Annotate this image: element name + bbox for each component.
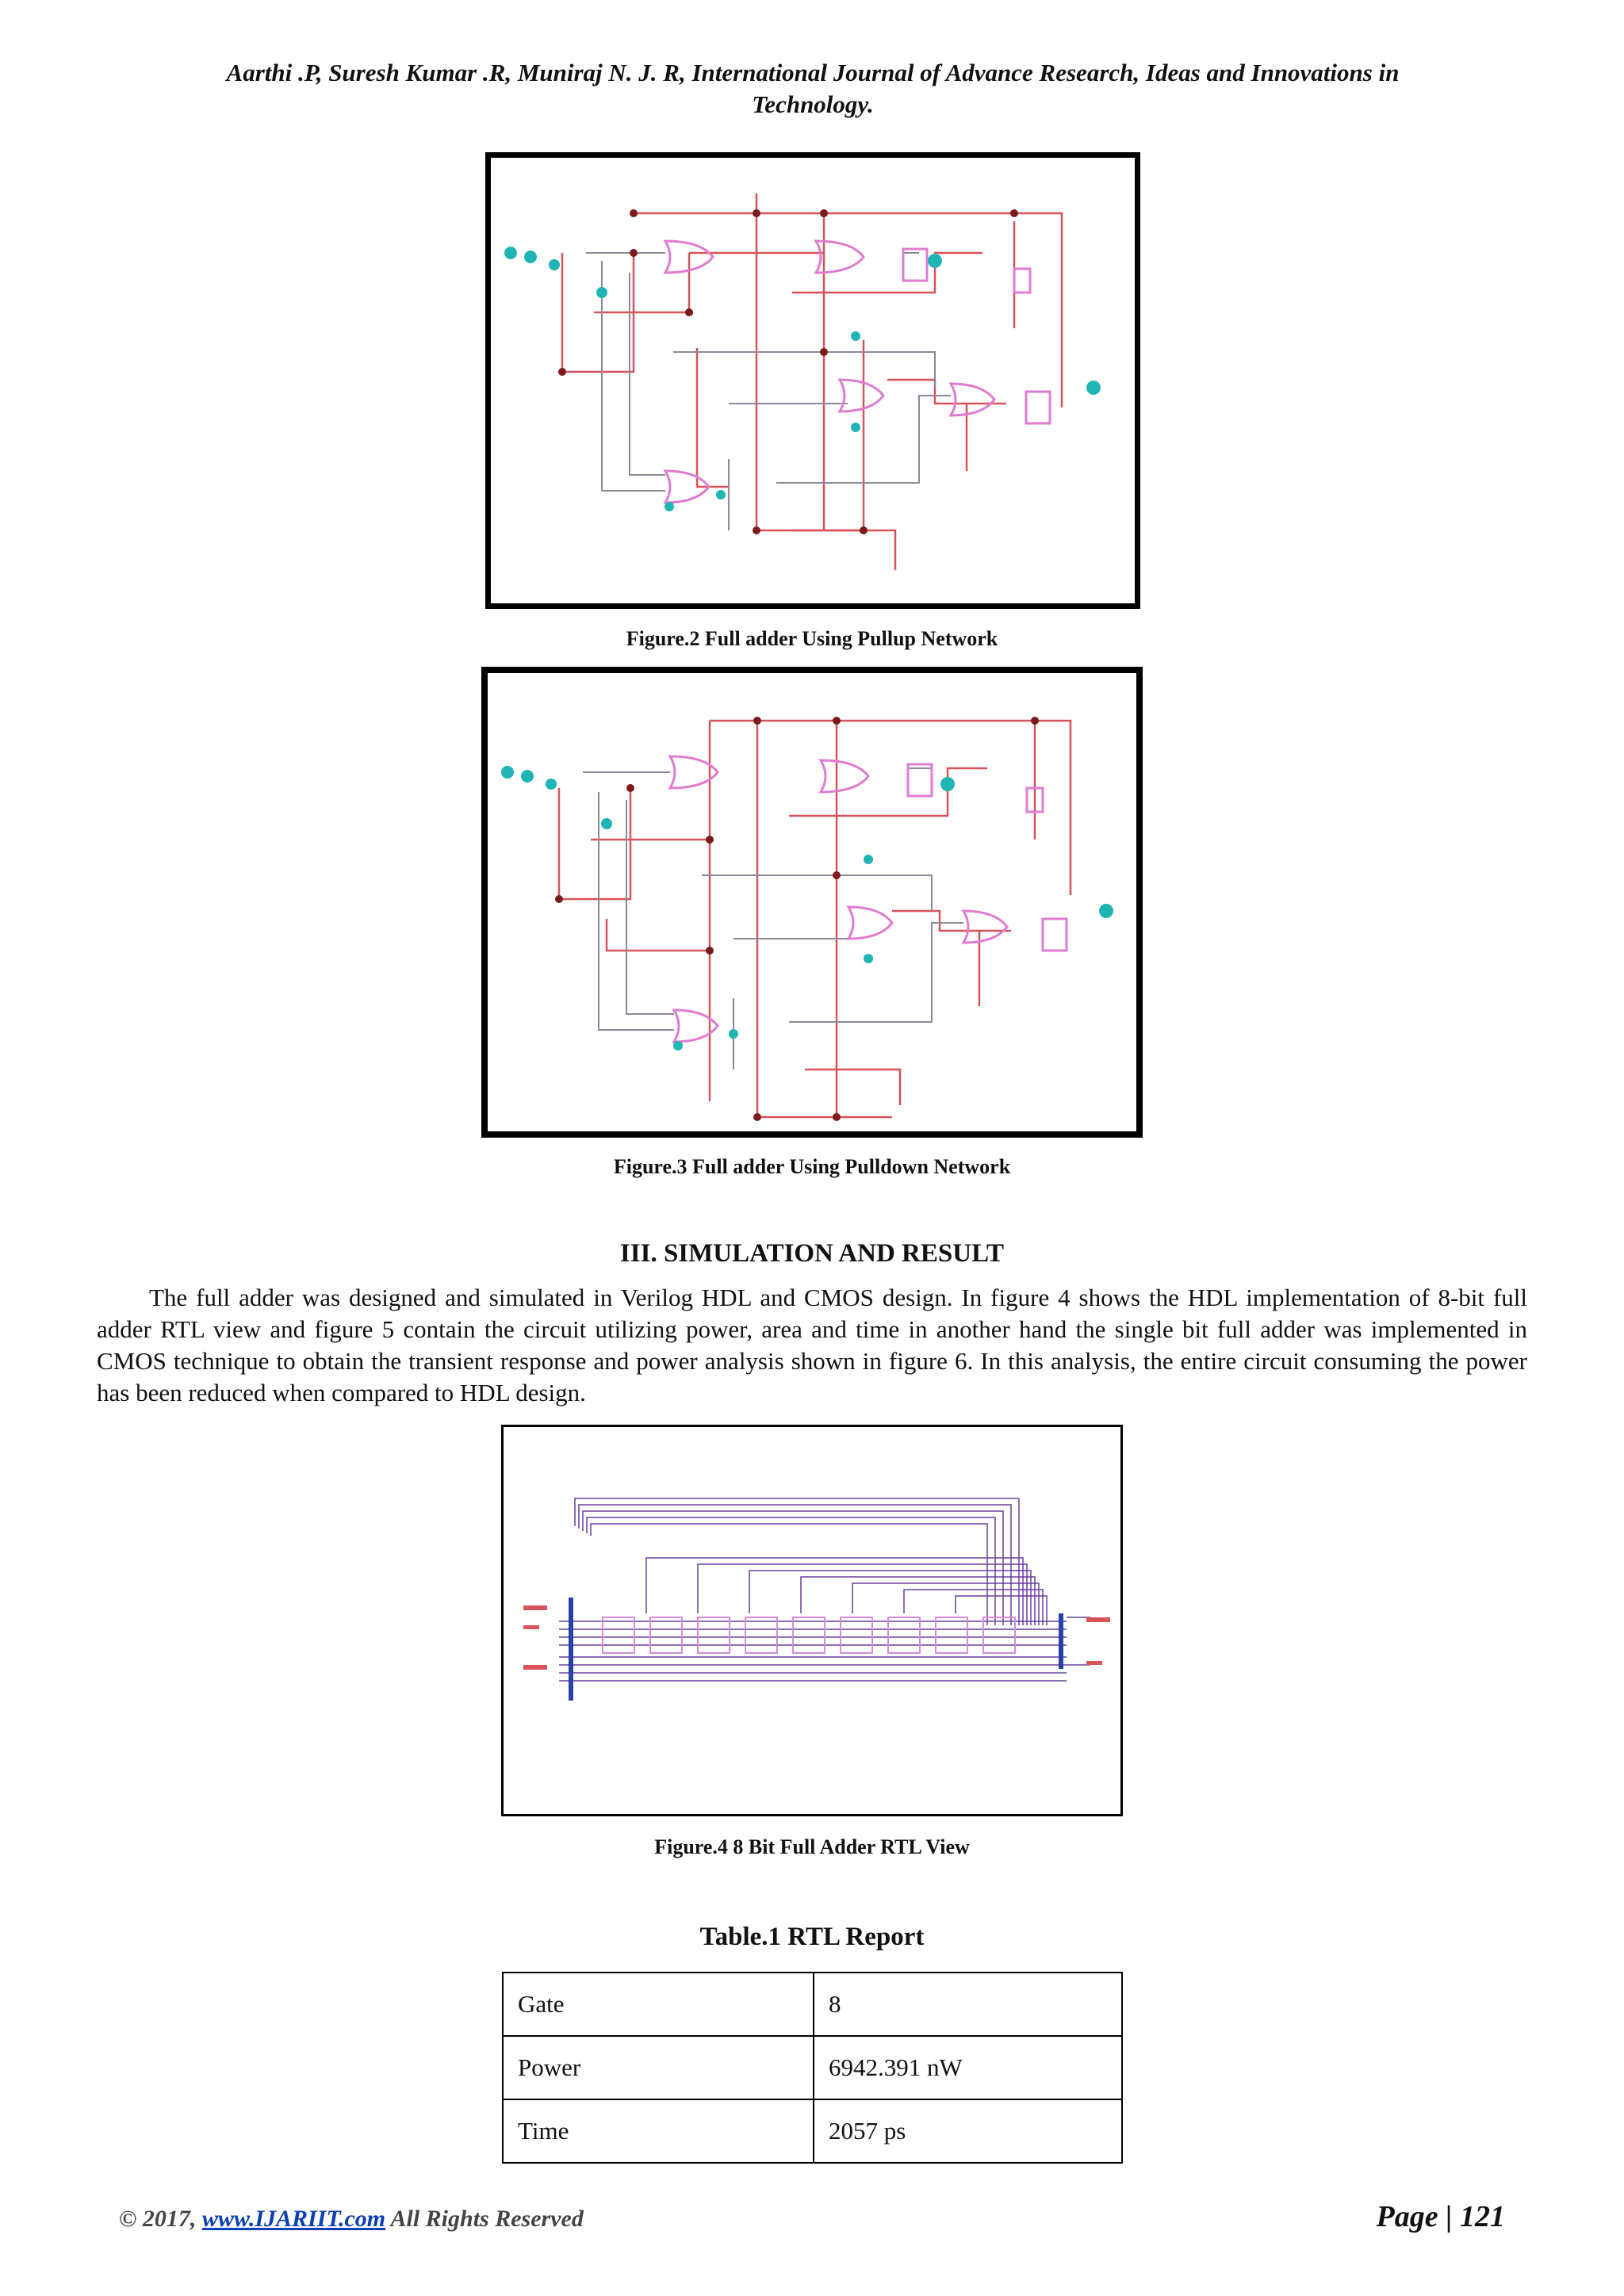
copyright-prefix: © 2017, [119, 2206, 202, 2232]
table-cell-label: Gate [503, 1973, 814, 2036]
header-line-2: Technology. [752, 90, 874, 118]
pulldown-network-schematic [488, 673, 1136, 1131]
figure-4-rtl-view [501, 1425, 1123, 1816]
table-cell-value: 6942.391 nW [814, 2036, 1122, 2099]
figure-2-caption: Figure.2 Full adder Using Pullup Network [626, 627, 998, 650]
journal-link[interactable]: www.IJARIIT.com [201, 2206, 386, 2232]
table-cell-label: Power [503, 2036, 814, 2099]
page-number: Page | 121 [1376, 2200, 1505, 2233]
figure-4-caption: Figure.4 8 Bit Full Adder RTL View [654, 1835, 970, 1858]
table-row [503, 2036, 1122, 2099]
header-line-1: Aarthi .P, Suresh Kumar .R, Muniraj N. J. R, International Journal of Advance Research, Ideas and Innovations in [226, 59, 1400, 86]
footer-copyright [119, 2206, 584, 2233]
rtl-report-table [502, 1972, 1123, 2164]
running-header [119, 57, 1507, 121]
copyright-suffix: All Rights Reserved [385, 2206, 584, 2232]
rtl-view-schematic [504, 1427, 1120, 1814]
figure-3-schematic [481, 667, 1143, 1138]
table-title: Table.1 RTL Report [699, 1923, 925, 1951]
pullup-network-schematic [491, 158, 1135, 603]
figure-3-caption: Figure.3 Full adder Using Pulldown Network [613, 1155, 1011, 1178]
table-cell-value: 2057 ps [814, 2099, 1122, 2163]
figure-2-schematic [485, 152, 1140, 609]
section-heading: III. SIMULATION AND RESULT [619, 1239, 1005, 1268]
table-row [503, 2099, 1122, 2163]
body-paragraph: The full adder was designed and simulated in Verilog HDL and CMOS design. In figure 4 shows the HDL implementation of 8-bit full adder RTL view and figure 5 contain the circuit utilizing power, area and time in another hand the single bit full adder was implemented in CMOS technique to obtain the transient response and power analysis shown in figure 6. In this analysis, the entire circuit consuming the power has been reduced when compared to HDL design. [97, 1284, 1527, 1406]
table-cell-label: Time [503, 2099, 814, 2163]
table-row [503, 1973, 1122, 2036]
table-cell-value: 8 [814, 1973, 1122, 2036]
